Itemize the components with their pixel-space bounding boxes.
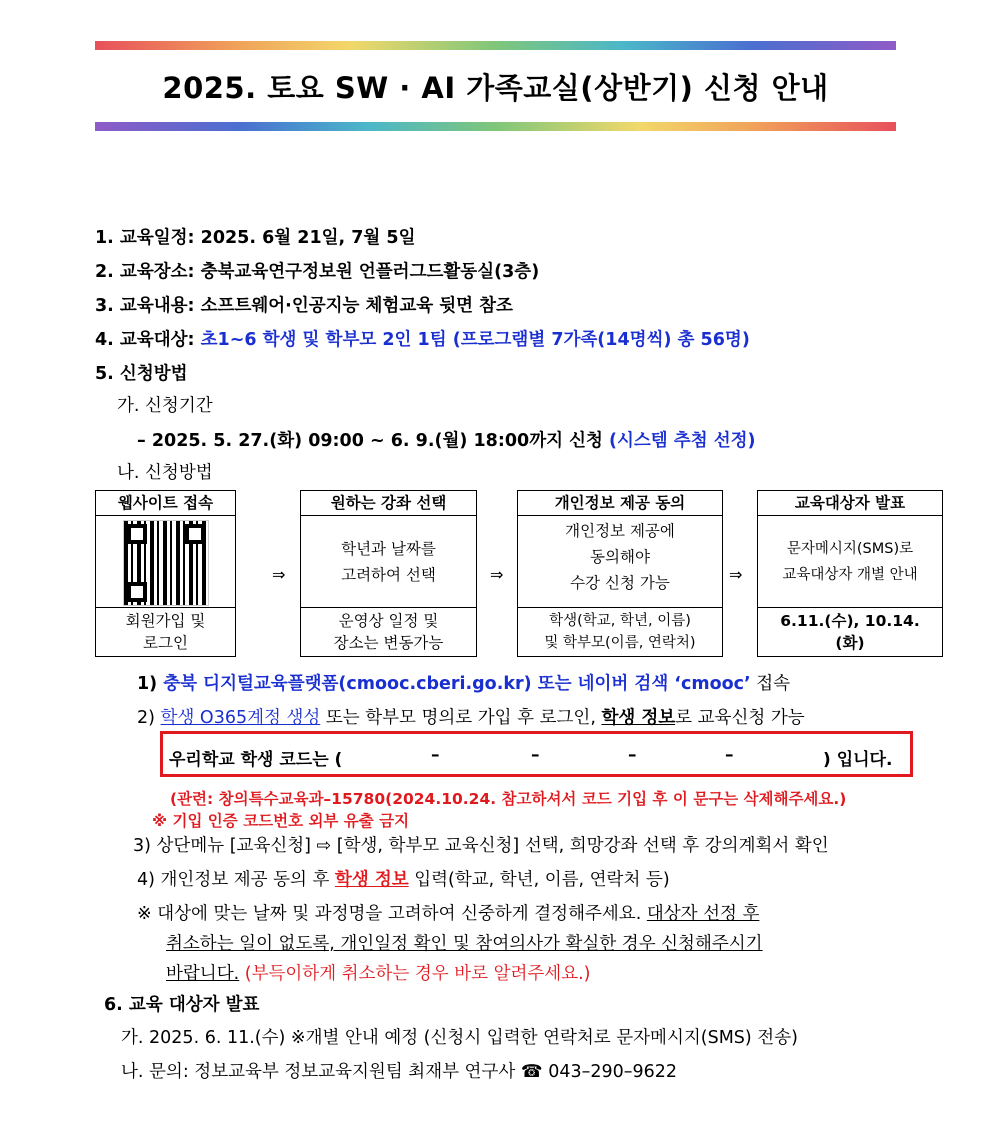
item-method: 5. 신청방법	[95, 364, 188, 384]
item-schedule: 1. 교육일정: 2025. 6월 21일, 7월 5일	[95, 228, 416, 248]
flow-arrow-icon: ⇒	[272, 565, 286, 584]
item-content: 3. 교육내용: 소프트웨어·인공지능 체험교육 뒷면 참조	[95, 296, 513, 316]
flow-box-consent	[517, 490, 723, 657]
flow-box-head: 개인정보 제공 동의	[518, 491, 722, 516]
sub-period-label: 가. 신청기간	[117, 396, 213, 416]
period-text: – 2025. 5. 27.(화) 09:00 ~ 6. 9.(월) 18:00까지 신청 (시스템 추첨 선정)	[137, 431, 756, 451]
announce-heading: 6. 교육 대상자 발표	[104, 995, 260, 1015]
step-1: 1) 충북 디지털교육플랫폼(cmooc.cberi.go.kr) 또는 네이버 검색 ‘cmooc’ 접속	[137, 674, 791, 694]
bottom-gradient-bar	[95, 122, 896, 131]
flow-box-head: 원하는 강좌 선택	[301, 491, 476, 516]
flow-box-course	[300, 490, 477, 657]
flow-box-announce	[757, 490, 943, 657]
flow-box-body: 개인정보 제공에 동의해야 수강 신청 가능	[565, 522, 675, 592]
step-3: 3) 상단메뉴 [교육신청] ⇨ [학생, 학부모 교육신청] 선택, 희망강좌 선택 후 강의계획서 확인	[133, 836, 829, 856]
flow-arrow-icon: ⇒	[729, 565, 743, 584]
security-warning: ※ 기입 인증 코드번호 외부 유출 금지	[152, 812, 410, 830]
flow-arrow-icon: ⇒	[490, 565, 504, 584]
caution-note: ※ 대상에 맞는 날짜 및 과정명을 고려하여 신중하게 결정해주세요. 대상자 선정 후	[137, 904, 760, 924]
page-title: 2025. 토요 SW · AI 가족교실(상반기) 신청 안내	[162, 71, 829, 105]
contact-line: 나. 문의: 정보교육부 정보교육지원팀 최재부 연구사 ☎ 043–290–9622	[121, 1062, 678, 1082]
step-4: 4) 개인정보 제공 동의 후 학생 정보 입력(학교, 학년, 이름, 연락처 등)	[137, 870, 670, 890]
flow-box-foot: 회원가입 및 로그인	[96, 607, 235, 656]
flow-box-foot: 운영상 일정 및 장소는 변동가능	[301, 607, 476, 656]
flow-box-head: 교육대상자 발표	[758, 491, 942, 516]
school-code-box: 우리학교 학생 코드는 ( – – – – ) 입니다.	[160, 731, 913, 777]
phone-icon: ☎	[520, 1062, 543, 1082]
flow-box-website	[95, 490, 236, 657]
step-2: 2) 학생 O365계정 생성 또는 학부모 명의로 가입 후 로그인, 학생 정보로 교육신청 가능	[137, 708, 805, 728]
caution-note-line3: 바랍니다. (부득이하게 취소하는 경우 바로 알려주세요.)	[166, 964, 591, 984]
item-target: 4. 교육대상: 초1~6 학생 및 학부모 2인 1팀 (프로그램별 7가족(14명씩) 총 56명)	[95, 330, 750, 350]
flow-box-foot: 6.11.(수), 10.14. (화)	[758, 607, 942, 656]
flow-box-head: 웹사이트 접속	[96, 491, 235, 516]
sub-method-label: 나. 신청방법	[117, 463, 213, 483]
flow-box-body: 문자메시지(SMS)로 교육대상자 개별 안내	[782, 541, 918, 583]
reference-note: (관련: 창의특수교육과–15780(2024.10.24. 참고하셔서 코드 기입 후 이 문구는 삭제해주세요.)	[170, 790, 847, 808]
flow-box-body: 학년과 날짜를 고려하여 선택	[341, 540, 436, 584]
item-location: 2. 교육장소: 충북교육연구정보원 언플러그드활동실(3층)	[95, 262, 540, 282]
announce-date: 가. 2025. 6. 11.(수) ※개별 안내 예정 (신청시 입력한 연락처로 문자메시지(SMS) 전송)	[121, 1028, 798, 1048]
qr-code	[123, 520, 209, 606]
flow-box-foot: 학생(학교, 학년, 이름) 및 학부모(이름, 연락처)	[518, 607, 722, 656]
caution-note-line2: 취소하는 일이 없도록, 개인일정 확인 및 참여의사가 확실한 경우 신청해주시기	[166, 934, 763, 954]
top-gradient-bar	[95, 41, 896, 50]
